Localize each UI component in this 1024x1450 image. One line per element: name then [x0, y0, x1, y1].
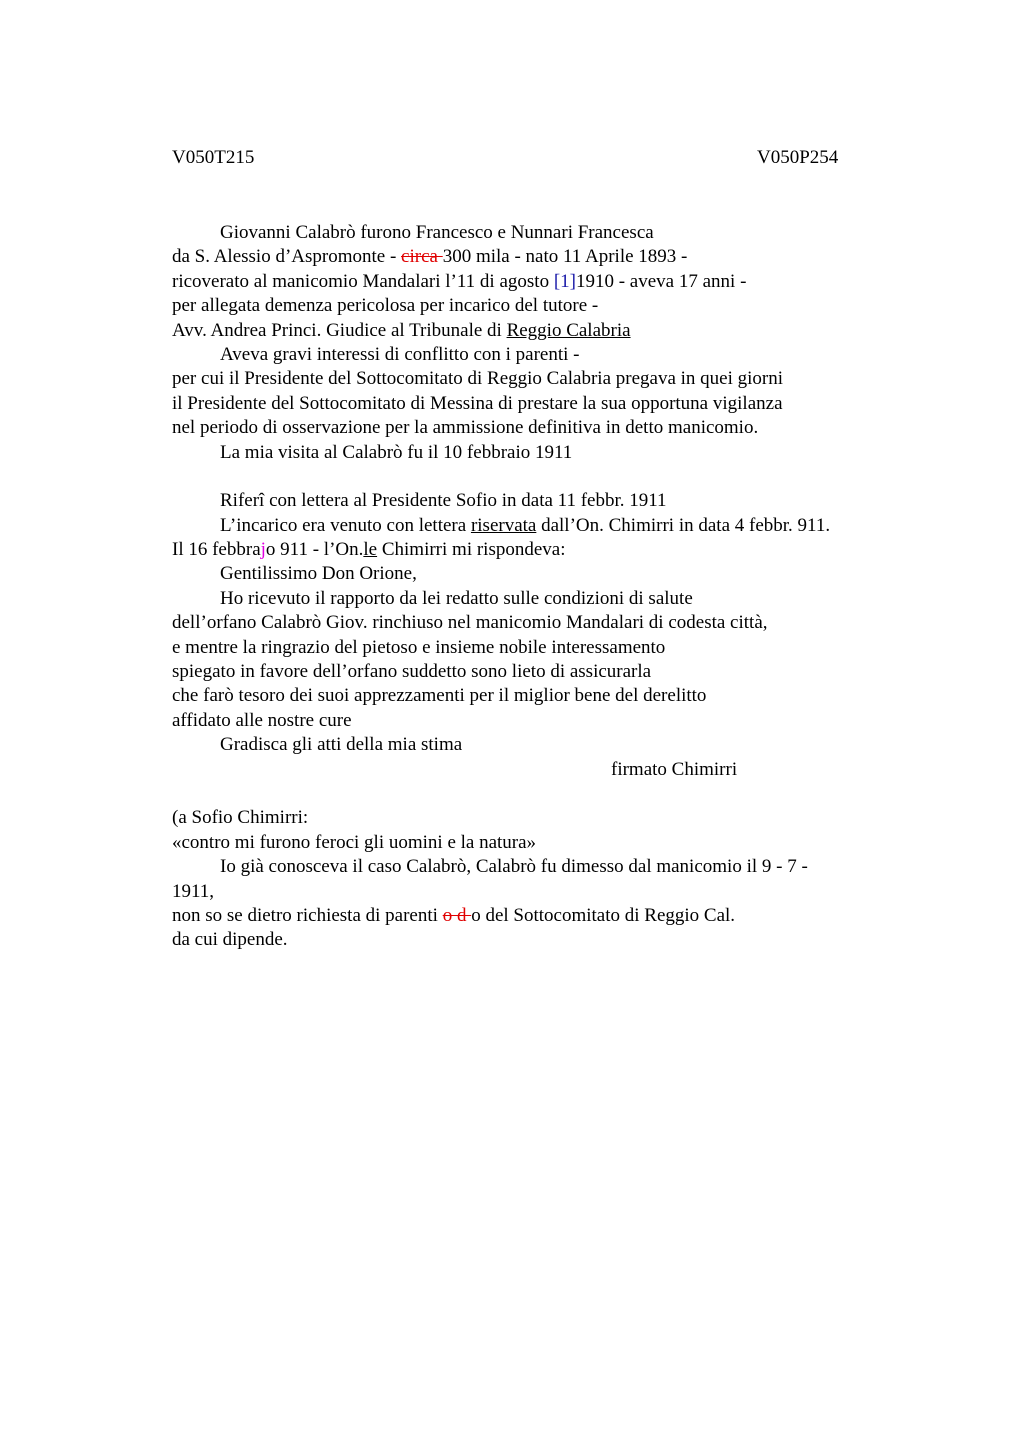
- footnote-marker: [1]: [553, 270, 576, 292]
- text-line: La mia visita al Calabrò fu il 10 febbraio 1911: [220, 441, 573, 463]
- deleted-text: circa: [401, 246, 443, 268]
- text-line: L’incarico era venuto con lettera riservata dall’On. Chimirri in data 4 febbr. 911.: [220, 514, 831, 536]
- blank-line: [172, 782, 992, 806]
- underlined-text: Reggio Calabria: [506, 319, 631, 341]
- underlined-text: riservata: [470, 514, 537, 536]
- text-line: ricoverato al manicomio Mandalari l’11 di agosto [1]1910 - aveva 17 anni -: [172, 270, 747, 292]
- text-line: Avv. Andrea Princi. Giudice al Tribunale di Reggio Calabria: [172, 319, 631, 341]
- blank-line: [172, 465, 992, 489]
- text-line: Ho ricevuto il rapporto da lei redatto sulle condizioni di salute: [220, 587, 693, 609]
- text-line: per allegata demenza pericolosa per incarico del tutore -: [172, 295, 599, 317]
- text-line: il Presidente del Sottocomitato di Messina di prestare la sua opportuna vigilanza: [172, 392, 783, 414]
- text-line: da S. Alessio d’Aspromonte - circa 300 mila - nato 11 Aprile 1893 -: [172, 246, 688, 268]
- text-line: Il 16 febbrajo 911 - l’On.le Chimirri mi rispondeva:: [172, 539, 566, 561]
- text-line: Riferi con lettera al Presidente Sofio in data 11 febbr. 1911: [220, 490, 667, 512]
- text-line: e mentre la ringrazio del pietoso e insieme nobile interessamento: [172, 636, 666, 658]
- text-line: Gradisca gli atti della mia stima: [220, 734, 463, 756]
- text-line: «contro mi furono feroci gli uomini e la natura»: [172, 831, 537, 853]
- text-line: non so se dietro richiesta di parenti o d o del Sottocomitato di Reggio Cal.: [172, 904, 736, 926]
- text-line: Aveva gravi interessi di conflitto con i parenti -: [220, 343, 580, 365]
- text-line: da cui dipende.: [172, 929, 288, 951]
- text-line: nel periodo di osservazione per la ammissione definitiva in detto manicomio.: [172, 417, 759, 439]
- text-line: Io già conosceva il caso Calabrò, Calabrò fu dimesso dal manicomio il 9 - 7 -: [220, 856, 808, 878]
- text-line: dell’orfano Calabrò Giov. rinchiuso nel manicomio Mandalari di codesta città,: [172, 612, 768, 634]
- underlined-text: le: [363, 539, 378, 561]
- header-left-code: V050T215: [172, 147, 255, 168]
- correction-mark: j: [260, 539, 266, 561]
- text-line: per cui il Presidente del Sottocomitato di Reggio Calabria pregava in quei giorni: [172, 368, 784, 390]
- text-line: affidato alle nostre cure: [172, 709, 352, 731]
- text-line: Giovanni Calabrò furono Francesco e Nunnari Francesca: [220, 222, 654, 243]
- deleted-text: o d: [442, 904, 472, 926]
- text-line: 1911,: [172, 880, 215, 902]
- text-line: (a Sofio Chimirri:: [172, 807, 309, 829]
- header-right-code: V050P254: [757, 147, 839, 168]
- text-line: Gentilissimo Don Orione,: [220, 563, 417, 585]
- document-body: [172, 221, 992, 953]
- text-line: che farò tesoro dei suoi apprezzamenti per il miglior bene del derelitto: [172, 685, 707, 707]
- text-line: spiegato in favore dell’orfano suddetto sono lieto di assicurarla: [172, 661, 652, 683]
- signature-line: firmato Chimirri: [611, 758, 738, 780]
